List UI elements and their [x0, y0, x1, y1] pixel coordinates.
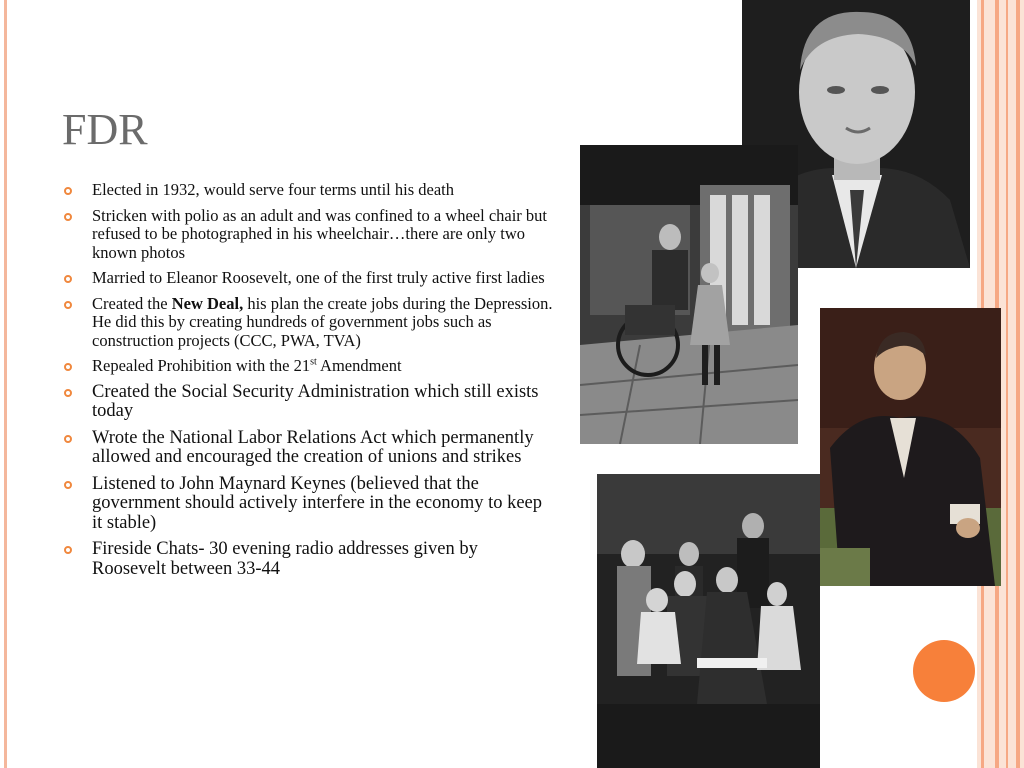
bullet-text-prefix: Repealed Prohibition with the 21 — [92, 356, 311, 375]
bullet-item — [62, 207, 556, 263]
bullet-text-superscript: st — [310, 356, 317, 368]
bullet-item — [62, 429, 556, 468]
fdr-family-photo — [597, 474, 820, 768]
bullet-text-bold: New Deal, — [171, 293, 244, 313]
circle-bullet-icon — [64, 275, 72, 283]
circle-bullet-icon — [64, 213, 72, 221]
bullet-item — [62, 357, 556, 376]
right-border-line — [1016, 0, 1020, 768]
bullet-list — [62, 181, 556, 586]
bullet-text: Wrote the National Labor Relations Act which permanently allowed and encouraged the creation of unions and strikes — [92, 427, 534, 467]
bullet-text: Stricken with polio as an adult and was confined to a wheel chair but refused to be photographed in his wheelchair…there are only two known photos — [92, 205, 547, 262]
right-border-line — [1006, 0, 1008, 768]
fdr-wheelchair-photo — [580, 145, 798, 444]
circle-bullet-icon — [64, 481, 72, 489]
circle-bullet-icon — [64, 301, 72, 309]
bullet-text-prefix: Created the — [92, 293, 172, 313]
bullet-item — [62, 269, 556, 288]
fdr-painted-portrait — [820, 308, 1001, 586]
bullet-text-suffix: his plan the create jobs during the Depression. He did this by creating hundreds of government jobs such as construction projects (CCC, PWA, TVA) — [92, 293, 553, 350]
left-border-stripe — [4, 0, 7, 768]
bullet-text: Created the Social Security Administration which still exists today — [92, 381, 539, 421]
bullet-item — [62, 295, 556, 351]
bullet-item — [62, 181, 556, 200]
bullet-item — [62, 540, 556, 579]
circle-bullet-icon — [64, 546, 72, 554]
circle-bullet-icon — [64, 435, 72, 443]
bullet-text: Elected in 1932, would serve four terms until his death — [92, 180, 455, 199]
bullet-text: Fireside Chats- 30 evening radio addresses given by Roosevelt between 33-44 — [92, 539, 478, 579]
bullet-text: Listened to John Maynard Keynes (believed that the government should actively interfere in the economy to keep it stable) — [92, 473, 543, 533]
circle-bullet-icon — [64, 389, 72, 397]
bullet-text: Married to Eleanor Roosevelt, one of the first truly active first ladies — [92, 268, 545, 287]
accent-circle — [913, 640, 975, 702]
bullet-text-suffix: Amendment — [316, 356, 402, 375]
slide-title: FDR — [62, 105, 148, 154]
circle-bullet-icon — [64, 363, 72, 371]
bullet-item — [62, 475, 556, 534]
circle-bullet-icon — [64, 187, 72, 195]
bullet-item — [62, 383, 556, 422]
